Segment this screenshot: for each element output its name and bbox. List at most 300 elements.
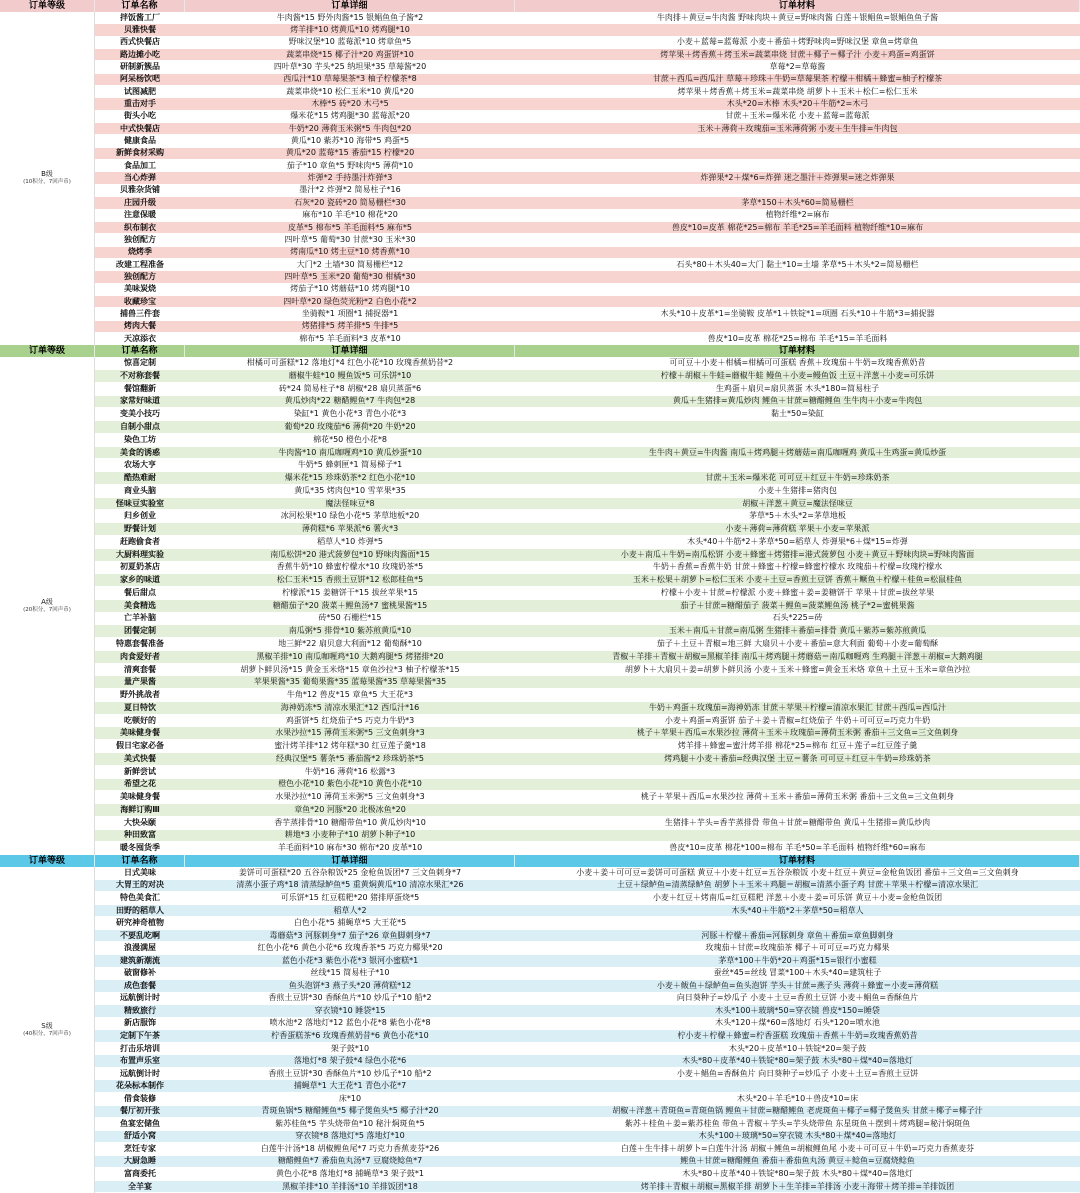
order-detail: 薄荷糕*6 苹果派*6 薯火*3 <box>301 524 399 534</box>
section-body <box>0 357 1080 855</box>
order-name: 浪漫满屋 <box>124 943 156 953</box>
order-materials: 土豆＋绿鲈鱼=清蒸绿鲈鱼 胡萝卜＋玉米＋鸡腿＝胡椒=清蒸小蛋子鸡 甘蔗＋苹果＋柠檬=清凉水果汇 <box>616 880 979 890</box>
order-section <box>0 345 1080 855</box>
order-name: 美食精选 <box>124 600 156 610</box>
table-row <box>95 523 1080 536</box>
order-detail: 苹果果酱*35 葡萄果酱*35 蓝莓果酱*35 草莓果酱*35 <box>253 677 447 687</box>
order-name: 肉食爱好者 <box>120 651 160 661</box>
order-name: 变美小技巧 <box>120 409 160 419</box>
order-detail: 黑椒羊排*10 羊排汤*10 羊排饭团*18 <box>282 1181 418 1191</box>
table-row <box>95 408 1080 421</box>
header-cell: 订单名称 <box>95 0 185 12</box>
order-detail: 蓝色小花*3 紫色小花*3 银河小蜜糕*1 <box>281 955 419 965</box>
order-name: 农场大亨 <box>124 460 156 470</box>
order-detail: 牛肉酱*10 南瓜咖喱鸡*10 黄瓜炒蛋*10 <box>278 447 422 457</box>
order-name: 家常好味道 <box>120 396 160 406</box>
order-detail: 经典汉堡*5 薯条*5 番茄酱*2 珍珠奶茶*5 <box>276 753 424 763</box>
order-detail: 稻草人*10 炸弹*5 <box>317 536 383 546</box>
order-detail: 大门*2 土墙*30 简易栅栏*12 <box>296 259 404 269</box>
order-materials: 木头*40＋牛筋*2＋茅草*50=稻草人 炸弹果*6＋煤*15=炸弹 <box>687 536 908 546</box>
header-cell: 订单名称 <box>95 855 185 867</box>
order-detail: 蘑椒牛蛙*10 鳗鱼饭*5 可乐饼*10 <box>288 370 412 380</box>
order-detail: 棉花*50 橙色小花*8 <box>313 434 387 444</box>
order-materials: 胡萝卜＋大扇贝＋姜=胡萝卜鲜贝汤 小麦＋玉米＋蜂蜜=黄金玉米烙 章鱼＋土豆＋玉米=章鱼沙拉 <box>624 664 971 674</box>
table-row <box>95 185 1080 197</box>
order-materials: 青椒＋羊排＋青椒＋胡椒=黑椒羊排 南瓜＋烤鸡腿＋烤蘑菇＝南瓜咖喱鸡 生鸡腿＋洋葱＋胡椒=大鹅鸡腿 <box>612 651 983 661</box>
table-row <box>95 472 1080 485</box>
table-row <box>95 12 1080 24</box>
table-row <box>95 905 1080 918</box>
table-row <box>95 740 1080 753</box>
order-name: 鱼宴宏储鱼 <box>120 1118 160 1128</box>
table-row <box>95 111 1080 123</box>
order-detail: 鱼头泡饼*3 燕子头*20 薄荷糕*12 <box>288 980 412 990</box>
order-name: 新鲜食材采购 <box>116 148 164 158</box>
table-row <box>95 664 1080 677</box>
order-name: 自制小甜点 <box>120 421 160 431</box>
order-name: 远航倒计时 <box>120 993 160 1003</box>
order-detail: 西瓜汁*10 草莓果茶*3 柚子柠檬茶*8 <box>283 74 417 84</box>
order-section <box>0 855 1080 1193</box>
order-detail: 棉布*5 羊毛面料*3 皮革*10 <box>299 333 401 343</box>
order-materials: 生牛肉＋黄豆=牛肉酱 南瓜＋烤鸡腿＋烤蘑菇=南瓜咖喱鸡 黄瓜＋生鸡蛋=黄瓜炒蛋 <box>648 447 947 457</box>
header-cell: 订单详细 <box>185 855 515 867</box>
order-detail: 烤猪排*5 烤羊排*5 牛排*5 <box>301 321 399 331</box>
order-detail: 皮革*5 棉布*5 羊毛面料*5 麻布*5 <box>288 222 412 232</box>
order-name: 成色套餐 <box>124 980 156 990</box>
section-header <box>0 855 1080 867</box>
order-name: 特色美食汇 <box>120 893 160 902</box>
order-name: 独创配方 <box>124 271 156 281</box>
order-detail: 喷水池*2 落地灯*12 蓝色小花*8 紫色小花*8 <box>269 1018 431 1028</box>
order-materials: 烤鸡腿＋小麦＋番茄=经典汉堡 土豆＝薯条 可可豆＋红豆＋牛奶=珍珠奶茶 <box>664 753 931 763</box>
order-materials <box>515 421 1080 433</box>
table-row <box>95 1080 1080 1093</box>
order-detail: 红色小花*6 黄色小花*6 玫瑰香茶*5 巧克力椰果*20 <box>257 943 443 953</box>
table-row <box>95 715 1080 728</box>
order-materials: 桃子＋苹果＋西瓜=水果沙拉 薄荷＋玉米＋番茄=薄荷玉米粥 番茄＋三文鱼=三文鱼刺身 <box>640 792 955 802</box>
order-name: 借食装修 <box>124 1093 156 1103</box>
table-row <box>95 1131 1080 1144</box>
order-materials <box>515 135 1080 146</box>
order-detail: 染缸*1 黄色小花*3 青色小花*3 <box>293 409 407 419</box>
order-detail: 糖醋鲤鱼*7 番茄鱼丸汤*7 豆腐烧鲶鱼*7 <box>277 1156 423 1166</box>
order-name: 大胃王的对决 <box>116 880 164 890</box>
order-materials: 黏土*50=染缸 <box>771 409 824 419</box>
order-detail: 鸡蛋饼*5 红烧茄子*5 巧克力牛奶*3 <box>285 715 415 725</box>
table-row <box>95 613 1080 626</box>
table-row <box>95 98 1080 110</box>
table-row <box>95 817 1080 830</box>
order-materials: 可可豆＋小麦＋柑橘=柑橘可可蛋糕 香蕉＋玫瑰茄＋牛奶=玫瑰香蕉奶昔 <box>669 358 926 368</box>
order-detail: 香煎土豆饼*30 香酥鱼片*10 炒瓜子*10 船*2 <box>268 993 432 1003</box>
table-row <box>95 574 1080 587</box>
order-materials <box>515 271 1080 282</box>
order-name: 不对称套餐 <box>120 370 160 380</box>
order-detail: 香蕉牛奶*10 蜂蜜柠檬水*10 玫瑰奶茶*5 <box>276 562 424 572</box>
order-name: 归乡创业 <box>124 511 156 521</box>
order-detail: 柠香蛋糕茶*6 玫瑰香蕉奶昔*6 黄色小花*10 <box>271 1031 429 1041</box>
order-materials: 茄子＋土豆＋青椒=地三鲜 大扇贝＋小麦＋番茄=意大利面 葡萄＋小麦=葡萄酥 <box>656 639 939 648</box>
order-detail: 木棒*5 砖*20 木弓*5 <box>311 99 389 109</box>
order-name: 远航倒计时 <box>120 1068 160 1078</box>
table-row <box>95 880 1080 893</box>
order-name: 研究神奇植物 <box>116 918 164 928</box>
table-row <box>95 247 1080 259</box>
order-name: 试图减肥 <box>124 86 156 96</box>
header-cell: 订单等级 <box>0 0 95 12</box>
order-name: 美味健身餐 <box>120 728 160 738</box>
order-materials: 木头*100＋玻璃*50=穿衣镜 木头*80＋煤*40=落地灯 <box>698 1131 897 1141</box>
order-detail: 麻布*10 羊毛*10 棉花*20 <box>302 210 398 220</box>
order-name: 收藏珍宝 <box>124 296 156 306</box>
order-name: 野餐计划 <box>124 524 156 534</box>
order-name: 重击对手 <box>124 99 156 109</box>
table-row <box>95 1005 1080 1018</box>
level-name: B级 <box>41 170 53 179</box>
order-materials <box>515 917 1080 929</box>
order-detail: 葡萄*20 玫瑰茄*6 薄荷*20 牛奶*20 <box>284 421 416 431</box>
order-materials <box>515 321 1080 332</box>
table-row <box>95 148 1080 160</box>
order-detail: 可乐饼*15 红豆糕粑*20 猪排厚蛋烧*5 <box>280 893 420 902</box>
order-detail: 黄瓜*35 烤肉包*10 雪苹果*35 <box>294 485 406 495</box>
table-row <box>95 1118 1080 1131</box>
order-name: 惊喜定制 <box>124 358 156 368</box>
order-materials <box>515 247 1080 258</box>
table-row <box>95 791 1080 804</box>
order-name: 天凉添衣 <box>124 333 156 343</box>
table-row <box>95 600 1080 613</box>
table-row <box>95 1093 1080 1106</box>
table-row <box>95 562 1080 575</box>
order-materials <box>515 284 1080 295</box>
order-materials: 黄瓜＋生猪排=黄瓜炒肉 鲤鱼＋甘蔗=糖醋鲤鱼 生牛肉＋小麦=牛肉包 <box>672 396 923 406</box>
order-materials <box>515 1080 1080 1092</box>
table-row <box>95 702 1080 715</box>
order-materials: 白莲＋生牛排＋胡萝卜=白莲牛汁汤 胡椒＋鲤鱼=胡椒鲤鱼尾 小麦＋可可豆＋牛奶=巧克力香蕉麦芬 <box>620 1143 975 1153</box>
level-note: (20积分，7回声币) <box>23 606 71 613</box>
order-name: 商业头脑 <box>124 485 156 495</box>
table-row <box>95 370 1080 383</box>
order-name: 赶跑偷食者 <box>120 536 160 546</box>
order-detail: 黄瓜炒肉*22 糖醋鲤鱼*7 牛肉包*28 <box>284 396 416 406</box>
order-name: 夏日特饮 <box>124 702 156 712</box>
order-detail: 爆米花*15 烤鸡腿*30 蓝莓派*20 <box>290 111 410 121</box>
order-name: 食品加工 <box>124 160 156 170</box>
order-detail: 牛奶*20 薄荷玉米粥*5 牛肉包*20 <box>288 123 412 133</box>
order-materials: 牛肉排＋黄豆=牛肉酱 野味肉块＋黄豆=野味肉酱 白莲＋银鲳鱼=银鲳鱼鱼子酱 <box>656 12 939 22</box>
order-materials <box>515 296 1080 307</box>
order-detail: 毒蘑菇*3 河豚刺身*7 茄子*26 章鱼脚刺身*7 <box>269 930 431 940</box>
order-materials: 小麦＋蓝莓=蓝莓派 小麦＋番茄＋烤野味肉=野味汉堡 章鱼=烤章鱼 <box>676 37 919 47</box>
order-detail: 四叶草*5 葡萄*30 甘蔗*30 玉米*30 <box>284 234 416 244</box>
order-name: 大厨料理实验 <box>116 549 164 559</box>
order-materials: 河豚＋柠檬＋番茄=河豚刺身 章鱼＋番茄=章鱼脚刺身 <box>701 930 894 940</box>
order-detail: 白莲牛汁汤*18 胡椒鲤鱼尾*7 巧克力香蕉麦芬*26 <box>260 1143 440 1153</box>
table-row <box>95 61 1080 73</box>
table-row <box>95 1018 1080 1031</box>
section-header <box>0 345 1080 357</box>
order-detail: 青斑鱼锅*5 糖醋鲤鱼*5 椰子煲鱼头*5 椰子汁*20 <box>261 1106 439 1116</box>
order-materials: 小麦＋红豆＋烤南瓜=红豆糕粑 洋葱＋小麦＋姜=可乐饼 黄豆＋小麦=金枪鱼饭团 <box>652 893 943 902</box>
order-detail: 牛肉酱*15 野外肉酱*15 银鲳鱼鱼子酱*2 <box>276 12 424 22</box>
order-materials: 烤羊排＋青椒＋胡椒=黑椒羊排 胡萝卜＋生羊排=羊排汤 小麦＋海带＋烤羊排=羊排饭团 <box>640 1181 955 1191</box>
order-materials <box>515 185 1080 196</box>
table-row <box>95 123 1080 135</box>
order-materials: 木头*80＋皮革*40＋铁锭*80=架子鼓 木头*80＋煤*40=落地灯 <box>682 1169 913 1179</box>
order-name: 贝雅快餐 <box>124 25 156 35</box>
order-detail: 牛奶*5 蜂刺匣*1 简易梯子*1 <box>297 460 403 470</box>
order-detail: 羊毛面料*10 麻布*30 棉布*20 皮革*10 <box>277 843 423 853</box>
order-materials: 烤苹果＋烤香蕉＋烤玉米=蔬菜串烧 甘蔗＋椰子＝椰子汁 小麦＋鸡蛋=鸡蛋饼 <box>660 49 935 59</box>
order-name: 怪味豆实验室 <box>116 498 164 508</box>
table-row <box>95 498 1080 511</box>
order-materials: 小麦＋薄荷=薄荷糕 苹果＋小麦=苹果派 <box>725 524 870 534</box>
order-detail: 水果沙拉*10 薄荷玉米粥*5 三文鱼刺身*3 <box>275 792 425 802</box>
order-materials: 牛奶＋鸡蛋＋玫瑰茄=海神奶冻 甘蔗＋苹果＋柠檬=清凉水果汇 甘蔗＋西瓜=西瓜汁 <box>648 702 947 712</box>
order-detail: 野味汉堡*10 蓝莓派*10 烤章鱼*5 <box>288 37 412 47</box>
order-section <box>0 0 1080 345</box>
table-row <box>95 1068 1080 1081</box>
order-detail: 架子鼓*10 <box>330 1043 370 1053</box>
table-row <box>95 447 1080 460</box>
order-materials <box>515 779 1080 791</box>
section-body <box>0 867 1080 1193</box>
order-materials: 烤苹果＋烤香蕉＋烤玉米=蔬菜串烧 胡萝卜＋玉米＋松仁=松仁玉米 <box>677 86 918 96</box>
order-detail: 耕地*3 小麦种子*10 胡萝卜种子*10 <box>284 830 416 840</box>
order-name: 餐厅初开张 <box>120 1106 160 1116</box>
order-detail: 墨汁*2 炸弹*2 简易柱子*16 <box>299 185 401 195</box>
order-detail: 白色小花*5 捕蝇草*5 大王花*5 <box>293 918 407 928</box>
order-materials: 木头*80＋皮革*40＋铁锭*80=架子鼓 木头*80＋煤*40=落地灯 <box>682 1056 913 1066</box>
table-row <box>95 510 1080 523</box>
order-materials: 玉米＋薄荷＋玫瑰茄=玉米薄荷粥 小麦＋生牛排=牛肉包 <box>697 123 898 133</box>
table-row <box>95 1143 1080 1156</box>
order-detail: 砖*24 简易柱子*8 胡椒*28 扇贝蒸蛋*6 <box>278 383 422 393</box>
order-materials: 甘蔗＋玉米=爆米花 可可豆＋红豆＋牛奶=珍珠奶茶 <box>705 473 890 483</box>
order-name: 美味健身餐 <box>120 792 160 802</box>
table-row <box>95 135 1080 147</box>
order-name: 染色工坊 <box>124 434 156 444</box>
order-materials <box>515 234 1080 245</box>
table-row <box>95 434 1080 447</box>
order-name: 西式快餐店 <box>120 37 160 47</box>
order-name: 美味炭烧 <box>124 284 156 294</box>
table-row <box>95 766 1080 779</box>
table-row <box>95 942 1080 955</box>
order-detail: 蔬菜串烧*10 松仁玉米*10 黄瓜*20 <box>286 86 414 96</box>
order-materials <box>515 676 1080 688</box>
table-row <box>95 1156 1080 1169</box>
order-materials: 炸弹果*2＋煤*6=炸弹 迷之墨汁＋炸弹果=迷之炸弹果 <box>700 173 895 183</box>
order-detail: 冰河松果*10 绿色小花*5 茅草地板*20 <box>280 511 420 521</box>
order-name: 日式美味 <box>124 867 156 877</box>
table-row <box>95 651 1080 664</box>
order-materials: 兽皮*10=皮革 棉花*25=棉布 羊毛*15=羊毛面料 <box>707 333 888 343</box>
level-cell <box>0 12 95 345</box>
order-detail: 捕蝇草*1 大王花*1 青色小花*7 <box>293 1081 407 1091</box>
order-name: 布置声乐室 <box>120 1056 160 1066</box>
order-detail: 橙色小花*10 紫色小花*10 黄色小花*10 <box>278 779 422 789</box>
order-detail: 黄瓜*10 紫苏*10 海带*5 鸡蛋*5 <box>290 136 410 146</box>
table-row <box>95 234 1080 246</box>
table-row <box>95 308 1080 320</box>
header-cell: 订单名称 <box>95 345 185 357</box>
order-detail: 紫苏桂鱼*5 芋头烧带鱼*10 秘汁焖斑鱼*5 <box>275 1118 425 1128</box>
order-name: 捕兽三件套 <box>120 308 160 318</box>
order-detail: 四叶草*5 玉米*20 葡萄*30 柑橘*30 <box>284 271 416 281</box>
table-row <box>95 160 1080 172</box>
order-name: 精致旅行 <box>124 1005 156 1015</box>
order-materials: 紫苏＋桂鱼＋姜=紫苏桂鱼 带鱼＋青椒＋芋头=芋头烧带鱼 东星斑鱼＋摆到＋烤鸡腿=秘汁焖斑鱼 <box>624 1118 971 1128</box>
order-name: 暖冬囤货季 <box>120 843 160 853</box>
table-row <box>95 867 1080 880</box>
table-row <box>95 753 1080 766</box>
order-materials: 胡椒＋洋葱＋黄豆=魔法怪味豆 <box>742 498 853 508</box>
order-name: 田野的稻草人 <box>116 905 164 915</box>
order-materials: 玫瑰茄＋甘蔗=玫瑰茄茶 椰子＋可可豆=巧克力椰果 <box>705 943 890 953</box>
table-row <box>95 625 1080 638</box>
order-detail: 香芋蒸排骨*10 糖醋带鱼*10 黄瓜炒肉*10 <box>274 817 426 827</box>
order-materials: 木头*40＋牛筋*2＋茅草*50=稻草人 <box>731 905 864 915</box>
order-name: 织布制衣 <box>124 222 156 232</box>
order-name: 花朵标本制作 <box>116 1081 164 1091</box>
order-name: 烤肉大餐 <box>124 321 156 331</box>
table-row <box>95 955 1080 968</box>
order-detail: 柠檬派*15 姜糖饼干*15 拔丝苹果*15 <box>282 587 418 597</box>
header-cell: 订单材料 <box>515 855 1080 867</box>
order-detail: 海神奶冻*5 清凉水果汇*12 西瓜汁*16 <box>280 702 420 712</box>
order-name: 美式快餐 <box>124 753 156 763</box>
order-materials: 木头*20=木棒 木头*20＋牛筋*2=木弓 <box>726 99 869 109</box>
order-name: 街头小吃 <box>124 111 156 121</box>
order-name: 大快朵颐 <box>124 817 156 827</box>
table-row <box>95 676 1080 689</box>
table-row <box>95 917 1080 930</box>
order-materials: 木头*120＋煤*60=落地灯 石头*120=喷水池 <box>715 1018 880 1028</box>
table-row <box>95 259 1080 271</box>
table-row <box>95 74 1080 86</box>
table-row <box>95 1043 1080 1056</box>
order-materials: 甘蔗＋西瓜=西瓜汁 草莓＋珍珠＋牛奶=草莓果茶 柠檬＋柑橘＋蜂蜜=柚子柠檬茶 <box>652 74 943 84</box>
order-detail: 清蒸小蛋子鸡*18 清蒸绿鲈鱼*5 重黄焖黄瓜*10 清凉水果汇*26 <box>236 880 464 890</box>
order-detail: 魔法怪味豆*8 <box>325 498 375 508</box>
order-detail: 蜜汁烤羊排*12 烤年糕*30 红豆莲子羹*18 <box>274 741 426 751</box>
order-materials <box>515 830 1080 842</box>
order-materials <box>515 804 1080 816</box>
order-detail: 石灰*20 瓷砖*20 简易栅栏*30 <box>294 197 406 207</box>
table-row <box>95 1030 1080 1043</box>
table-row <box>95 383 1080 396</box>
table-row <box>95 86 1080 98</box>
order-detail: 姜饼可可蛋糕*20 五谷杂粮饭*25 金枪鱼饭团*7 三文鱼刺身*7 <box>238 867 462 877</box>
order-name: 美食的诱惑 <box>120 447 160 457</box>
order-name: 全羊宴 <box>128 1181 152 1191</box>
order-name: 拌饭酱工厂 <box>120 12 160 22</box>
order-detail: 南瓜松饼*20 港式菠萝包*10 野味肉酱面*15 <box>270 549 430 559</box>
table-row <box>95 930 1080 943</box>
order-materials: 茄子＋甘蔗=糖醋茄子 菠菜＋鲤鱼=菠菜鲤鱼汤 桃子*2=蜜桃果酱 <box>680 600 915 610</box>
table-row <box>95 727 1080 740</box>
table-row <box>95 357 1080 370</box>
order-name: 改建工程准备 <box>116 259 164 269</box>
order-materials: 植物纤维*2=麻布 <box>765 210 830 220</box>
order-materials: 草莓*2=草莓酱 <box>769 62 826 72</box>
order-rows <box>95 12 1080 345</box>
order-materials: 木头*20＋皮革*10＋铁锭*20=架子鼓 <box>728 1043 867 1053</box>
order-name: 贝雅杂货铺 <box>120 185 160 195</box>
order-materials: 木头*10＋皮革*1=坐骑鞍 皮革*1＋铁锭*1=项圈 石头*10＋牛筋*3=捕捉器 <box>660 308 935 318</box>
order-detail: 章鱼*20 河豚*20 北极冰鱼*20 <box>294 804 406 814</box>
order-detail: 落地灯*8 架子鼓*4 绿色小花*6 <box>293 1056 407 1066</box>
order-name: 注意保暖 <box>124 210 156 220</box>
order-name: 野外挑战者 <box>120 690 160 700</box>
order-name: 希望之花 <box>124 779 156 789</box>
order-detail: 水果沙拉*15 薄荷玉米粥*5 三文鱼刺身*3 <box>275 728 425 738</box>
order-materials: 石头*80＋木头40=大门 黏土*10=土墙 茅草*5＋木头*2=简易栅栏 <box>676 259 919 269</box>
order-detail: 黄色小花*8 落地灯*8 捕蝇草*3 架子鼓*1 <box>276 1169 424 1179</box>
order-materials: 玉米＋松果＋胡萝卜=松仁玉米 小麦＋土豆=香煎土豆饼 香蕉＋鳜鱼＋柠檬＋桂鱼=松鼠桂鱼 <box>632 575 963 585</box>
table-row <box>95 1055 1080 1068</box>
order-detail: 南瓜粥*5 排骨*10 紫苏煎黄瓜*10 <box>288 626 412 636</box>
order-materials: 柠檬＋胡椒＋牛蛙=蘑椒牛蛙 鳗鱼＋小麦=鳗鱼饭 土豆＋洋葱＋小麦=可乐饼 <box>660 370 935 380</box>
table-row <box>95 485 1080 498</box>
table-row <box>95 284 1080 296</box>
order-materials: 烤羊排＋蜂蜜=蜜汁烤羊排 棉花*25=棉布 红豆＋莲子=红豆莲子羹 <box>677 741 918 751</box>
order-name: 种田致富 <box>124 830 156 840</box>
order-materials: 蚕丝*45=丝线 冒菜*100＋木头*40=建筑柱子 <box>713 968 882 978</box>
order-name: 大厨急睡 <box>124 1156 156 1166</box>
table-row <box>95 210 1080 222</box>
order-name: 特惠套餐准备 <box>116 639 164 648</box>
order-name: 建筑新潮流 <box>120 955 160 965</box>
table-row <box>95 842 1080 855</box>
header-cell: 订单等级 <box>0 855 95 867</box>
header-cell: 订单详细 <box>185 0 515 12</box>
order-materials: 石头*225=砖 <box>772 613 823 623</box>
level-note: (10积分，7回声币) <box>23 179 71 186</box>
order-materials: 柠檬＋小麦＋甘蔗=柠檬派 小麦＋蜂蜜＋姜=姜糖饼干 苹果＋甘蔗=拔丝苹果 <box>660 587 935 597</box>
order-name: 破窗修补 <box>124 968 156 978</box>
table-row <box>95 459 1080 472</box>
order-materials: 柠小麦＋柠檬＋蜂蜜=柠香蛋糕 玫瑰茄＋香蕉＋牛奶=玫瑰香蕉奶昔 <box>677 1031 918 1041</box>
table-row <box>95 993 1080 1006</box>
table-row <box>95 333 1080 345</box>
order-detail: 牛奶*16 薄荷*16 松露*3 <box>304 766 396 776</box>
table-row <box>95 638 1080 651</box>
order-materials <box>515 689 1080 701</box>
order-name: 家乡的味道 <box>120 575 160 585</box>
level-label <box>23 599 71 614</box>
order-materials <box>515 434 1080 446</box>
order-rows <box>95 357 1080 855</box>
order-materials: 小麦＋鲅鱼＋绿鲈鱼=鱼头泡饼 芋头＋甘蔗=燕子头 薄荷＋蜂蜜＝小麦=薄荷糕 <box>656 980 939 990</box>
table-row <box>95 830 1080 843</box>
order-name: 餐后甜点 <box>124 587 156 597</box>
order-detail: 烤茄子*10 烤蘑菇*10 烤鸡腿*10 <box>290 284 410 294</box>
order-name: 假日宅家必备 <box>116 741 164 751</box>
order-materials: 茅草*100＋牛奶*20＋鸡蛋*15=银行小蜜糕 <box>718 955 877 965</box>
order-materials: 玉米＋南瓜＋甘蔗=南瓜粥 生猪排＋番茄=排骨 黄瓜＋紫苏=紫苏煎黄瓜 <box>668 626 927 636</box>
order-name: 独创配方 <box>124 234 156 244</box>
order-name: 阿呆杨饮吧 <box>120 74 160 84</box>
table-row <box>95 197 1080 209</box>
order-materials <box>515 766 1080 778</box>
order-materials <box>515 24 1080 35</box>
order-materials: 小麦＋鸡蛋=鸡蛋饼 茄子＋姜＋青椒=红烧茄子 牛奶＋可可豆=巧克力牛奶 <box>664 715 931 725</box>
order-detail: 穿衣镜*8 落地灯*5 落地灯*10 <box>295 1131 405 1141</box>
